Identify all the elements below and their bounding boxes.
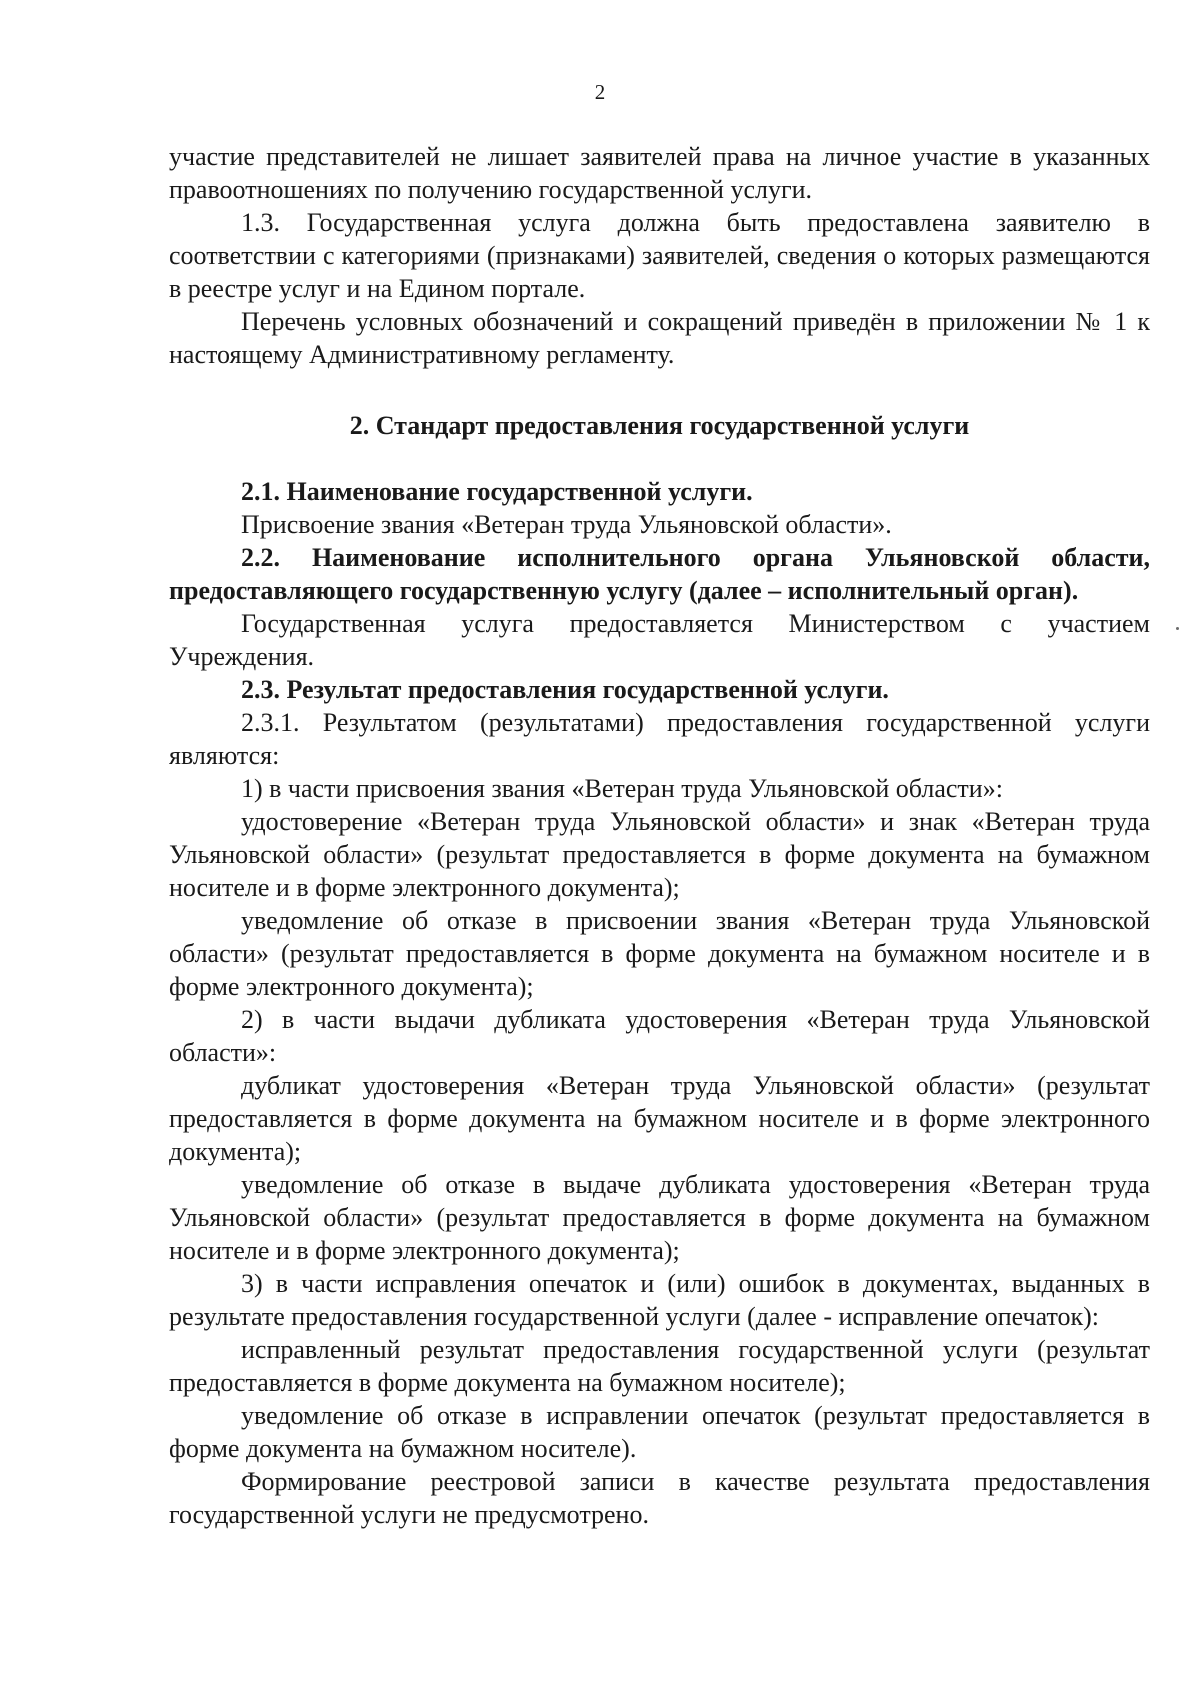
paragraph-abbreviations: Перечень условных обозначений и сокращений приведён в приложении № 1 к настоящему Административному регламенту.: [169, 307, 1150, 369]
subsection-2-2-heading: 2.2. Наименование исполнительного органа Ульяновской области, предоставляющего государственную услугу (далее – исполнительный орган).: [169, 543, 1150, 605]
result-item-1: 1) в части присвоения звания «Ветеран труда Ульяновской области»:: [241, 774, 1003, 803]
result-item-2-refusal: уведомление об отказе в выдаче дубликата удостоверения «Ветеран труда Ульяновской области» (результат предоставляется в форме документа на бумажном носителе и в форме электронного документа);: [169, 1170, 1150, 1265]
document-body: [169, 140, 1150, 1531]
result-item-2: 2) в части выдачи дубликата удостоверения «Ветеран труда Ульяновской области»:: [169, 1005, 1150, 1067]
final-paragraph: Формирование реестровой записи в качестве результата предоставления государственной услуги не предусмотрено.: [169, 1467, 1150, 1529]
paragraph-continuation: участие представителей не лишает заявителей права на личное участие в указанных правоотношениях по получению государственной услуги.: [169, 142, 1150, 204]
subsection-2-1-heading: 2.1. Наименование государственной услуги.: [241, 477, 753, 506]
subsection-2-1-text: Присвоение звания «Ветеран труда Ульяновской области».: [241, 510, 892, 539]
section-title: 2. Стандарт предоставления государственной услуги: [349, 411, 970, 440]
result-item-1-certificate: удостоверение «Ветеран труда Ульяновской области» и знак «Ветеран труда Ульяновской области» (результат предоставляется в форме документа на бумажном носителе и в форме электронного документа);: [169, 807, 1150, 902]
paragraph-1-3: 1.3. Государственная услуга должна быть предоставлена заявителю в соответствии с категориями (признаками) заявителей, сведения о которых размещаются в реестре услуг и на Едином портале.: [169, 208, 1150, 303]
result-item-3-refusal: уведомление об отказе в исправлении опечаток (результат предоставляется в форме документа на бумажном носителе).: [169, 1401, 1150, 1463]
result-item-2-duplicate: дубликат удостоверения «Ветеран труда Ульяновской области» (результат предоставляется в форме документа на бумажном носителе и в форме электронного документа);: [169, 1071, 1150, 1166]
page-number: 2: [594, 80, 606, 104]
scan-dot: [1176, 627, 1179, 630]
result-item-3-corrected: исправленный результат предоставления государственной услуги (результат предоставляется в форме документа на бумажном носителе);: [169, 1335, 1150, 1397]
result-item-3: 3) в части исправления опечаток и (или) ошибок в документах, выданных в результате предоставления государственной услуги (далее - исправление опечаток):: [169, 1269, 1150, 1331]
subsection-2-3-1-text: 2.3.1. Результатом (результатами) предоставления государственной услуги являются:: [169, 708, 1150, 770]
subsection-2-2-text: Государственная услуга предоставляется Министерством с участием Учреждения.: [169, 609, 1150, 671]
subsection-2-3-heading: 2.3. Результат предоставления государственной услуги.: [241, 675, 889, 704]
result-item-1-refusal: уведомление об отказе в присвоении звания «Ветеран труда Ульяновской области» (результат предоставляется в форме документа на бумажном носителе и в форме электронного документа);: [169, 906, 1150, 1001]
